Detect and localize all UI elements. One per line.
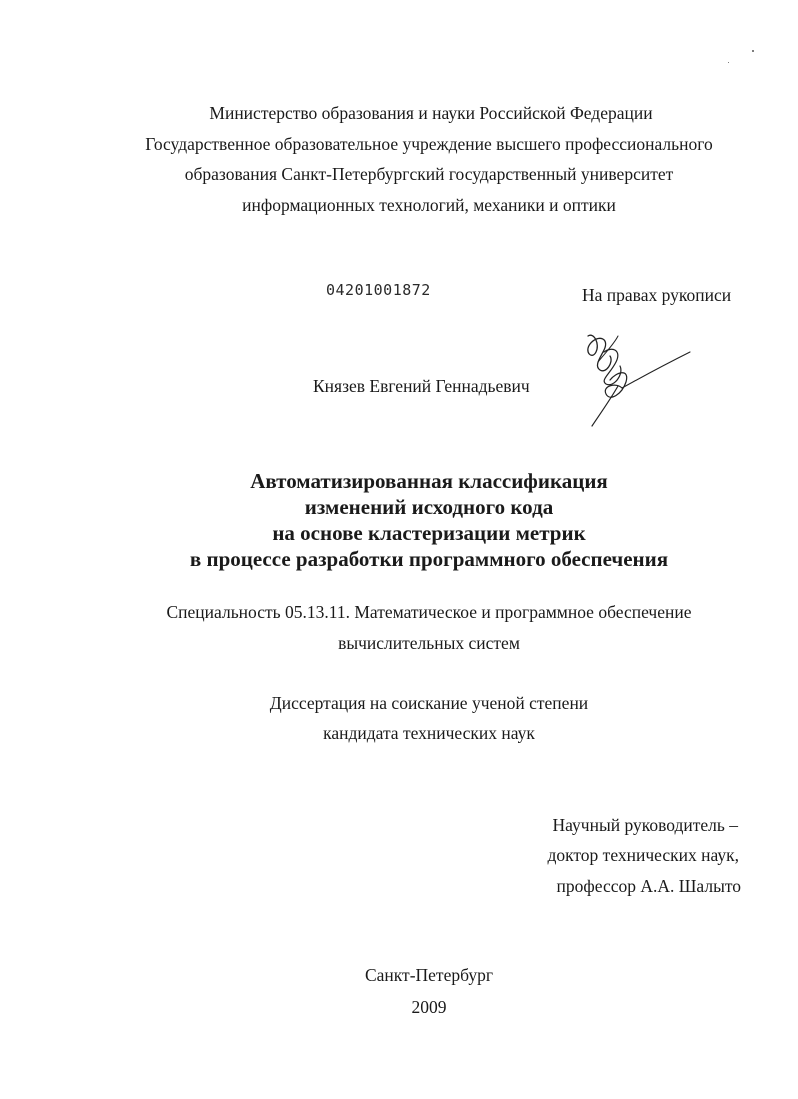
signature-icon: [570, 322, 700, 432]
rights-note: На правах рукописи: [582, 285, 732, 305]
scan-speck: [728, 62, 729, 63]
scan-speck: [752, 50, 754, 52]
thesis-title-line-2: изменений исходного кода: [304, 495, 554, 519]
institution-line-3: информационных технологий, механики и оптики: [242, 195, 616, 215]
ministry-line: Министерство образования и науки Российской Федерации: [209, 103, 653, 123]
city: Санкт-Петербург: [364, 965, 494, 985]
institution-line-2: образования Санкт-Петербургский государственный университет: [184, 164, 674, 184]
specialty-line-2: вычислительных систем: [338, 633, 520, 653]
specialty-line-1: Специальность 05.13.11. Математическое и программное обеспечение: [166, 602, 692, 622]
supervisor-degree: доктор технических наук,: [547, 845, 739, 865]
thesis-title-line-1: Автоматизированная классификация: [250, 469, 608, 493]
author-name: Князев Евгений Геннадьевич: [313, 376, 530, 396]
year: 2009: [411, 997, 447, 1017]
supervisor-name: профессор А.А. Шалыто: [556, 876, 741, 896]
thesis-title-line-3: на основе кластеризации метрик: [272, 521, 586, 545]
institution-line-1: Государственное образовательное учреждение высшего профессионального: [145, 134, 713, 154]
supervisor-role: Научный руководитель –: [552, 815, 738, 835]
degree-line-1: Диссертация на соискание ученой степени: [269, 693, 589, 713]
registration-number: 04201001872: [326, 281, 431, 299]
degree-line-2: кандидата технических наук: [323, 723, 535, 743]
thesis-title-line-4: в процессе разработки программного обеспечения: [189, 547, 669, 571]
